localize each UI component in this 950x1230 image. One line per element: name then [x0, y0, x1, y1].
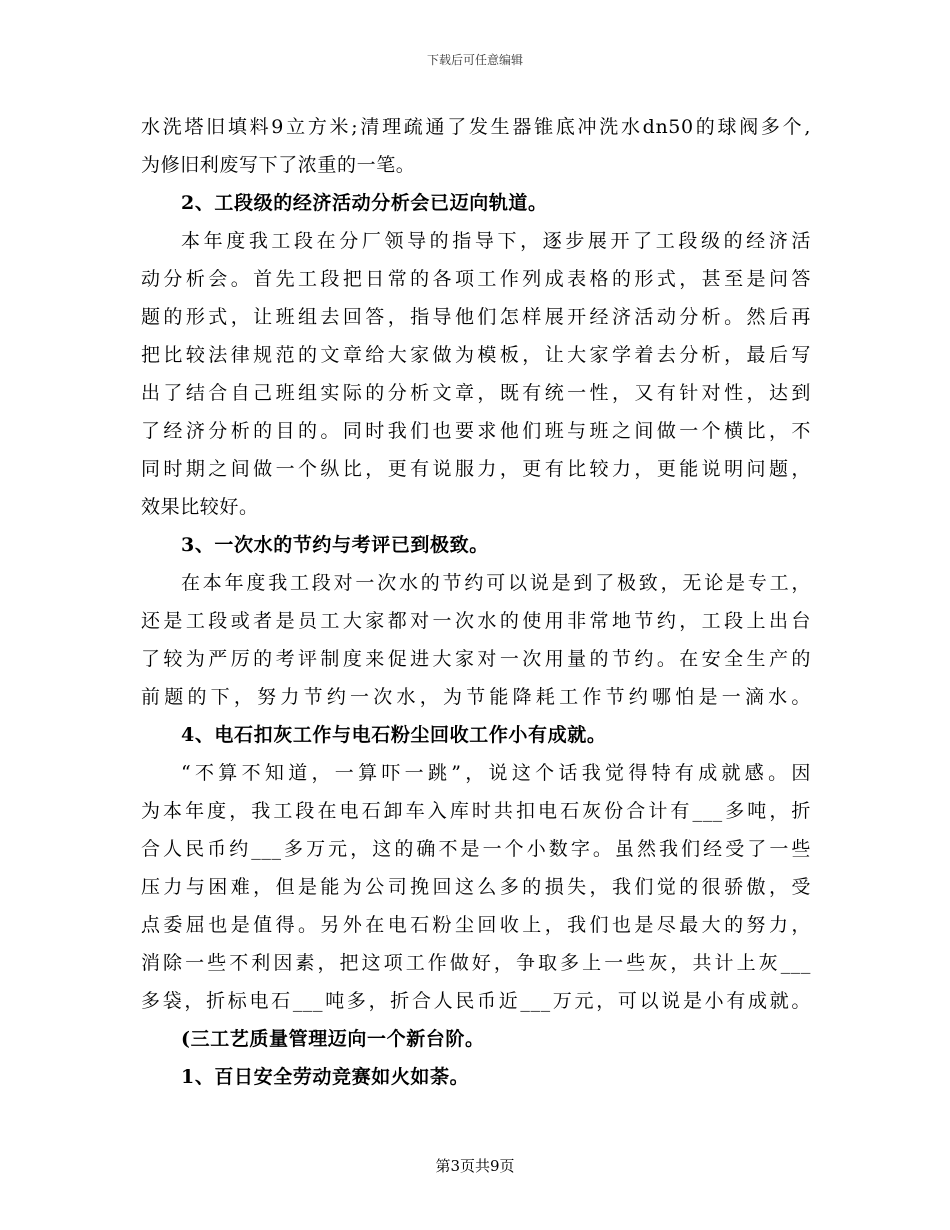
- body-line: 了较为严厉的考评制度来促进大家对一次用量的节约。在安全生产的: [141, 648, 811, 670]
- body-line: 题的形式，让班组去回答，指导他们怎样展开经济活动分析。然后再: [141, 306, 811, 328]
- body-line: 为本年度，我工段在电石卸车入库时共扣电石灰份合计有___多吨，折: [141, 800, 811, 822]
- section-heading: 4、电石扣灰工作与电石粉尘回收工作小有成就。: [181, 724, 607, 746]
- body-line: 消除一些不利因素，把这项工作做好，争取多上一些灰，共计上灰___: [141, 952, 811, 974]
- body-line: 出了结合自己班组实际的分析文章，既有统一性，又有针对性，达到: [141, 382, 811, 404]
- body-line: 水洗塔旧填料9立方米;清理疏通了发生器锥底冲洗水dn50的球阀多个,: [141, 116, 811, 138]
- body-line: 还是工段或者是员工大家都对一次水的使用非常地节约，工段上出台: [141, 610, 811, 632]
- body-line: 前题的下，努力节约一次水，为节能降耗工作节约哪怕是一滴水。: [141, 686, 811, 708]
- section-heading: 1、百日安全劳动竞赛如火如荼。: [181, 1066, 470, 1088]
- body-line: “不算不知道，一算吓一跳”，说这个话我觉得特有成就感。因: [181, 762, 811, 784]
- section-heading: 2、工段级的经济活动分析会已迈向轨道。: [181, 192, 548, 214]
- body-line: 把比较法律规范的文章给大家做为模板，让大家学着去分析，最后写: [141, 344, 811, 366]
- body-line: 为修旧利废写下了浓重的一笔。: [141, 154, 416, 176]
- body-line: 动分析会。首先工段把日常的各项工作列成表格的形式，甚至是问答: [141, 268, 811, 290]
- document-body: [141, 108, 811, 1096]
- page-header: 下载后可任意编辑: [426, 53, 523, 67]
- body-line: 效果比较好。: [141, 496, 259, 518]
- page-number: 第3页共9页: [435, 1157, 515, 1175]
- body-line: 点委屈也是值得。另外在电石粉尘回收上，我们也是尽最大的努力，: [141, 914, 811, 936]
- body-line: 在本年度我工段对一次水的节约可以说是到了极致，无论是专工，: [181, 572, 811, 594]
- body-line: 多袋，折标电石___吨多，折合人民币近___万元，可以说是小有成就。: [141, 990, 811, 1012]
- body-line: 压力与困难，但是能为公司挽回这么多的损失，我们觉的很骄傲，受: [141, 876, 811, 898]
- body-line: 同时期之间做一个纵比，更有说服力，更有比较力，更能说明问题，: [141, 458, 811, 480]
- body-line: 合人民币约___多万元，这的确不是一个小数字。虽然我们经受了一些: [141, 838, 811, 860]
- section-heading: (三工艺质量管理迈向一个新台阶。: [181, 1028, 485, 1050]
- section-heading: 3、一次水的节约与考评已到极致。: [181, 534, 489, 556]
- body-line: 本年度我工段在分厂领导的指导下，逐步展开了工段级的经济活: [181, 230, 811, 252]
- body-line: 了经济分析的目的。同时我们也要求他们班与班之间做一个横比，不: [141, 420, 811, 442]
